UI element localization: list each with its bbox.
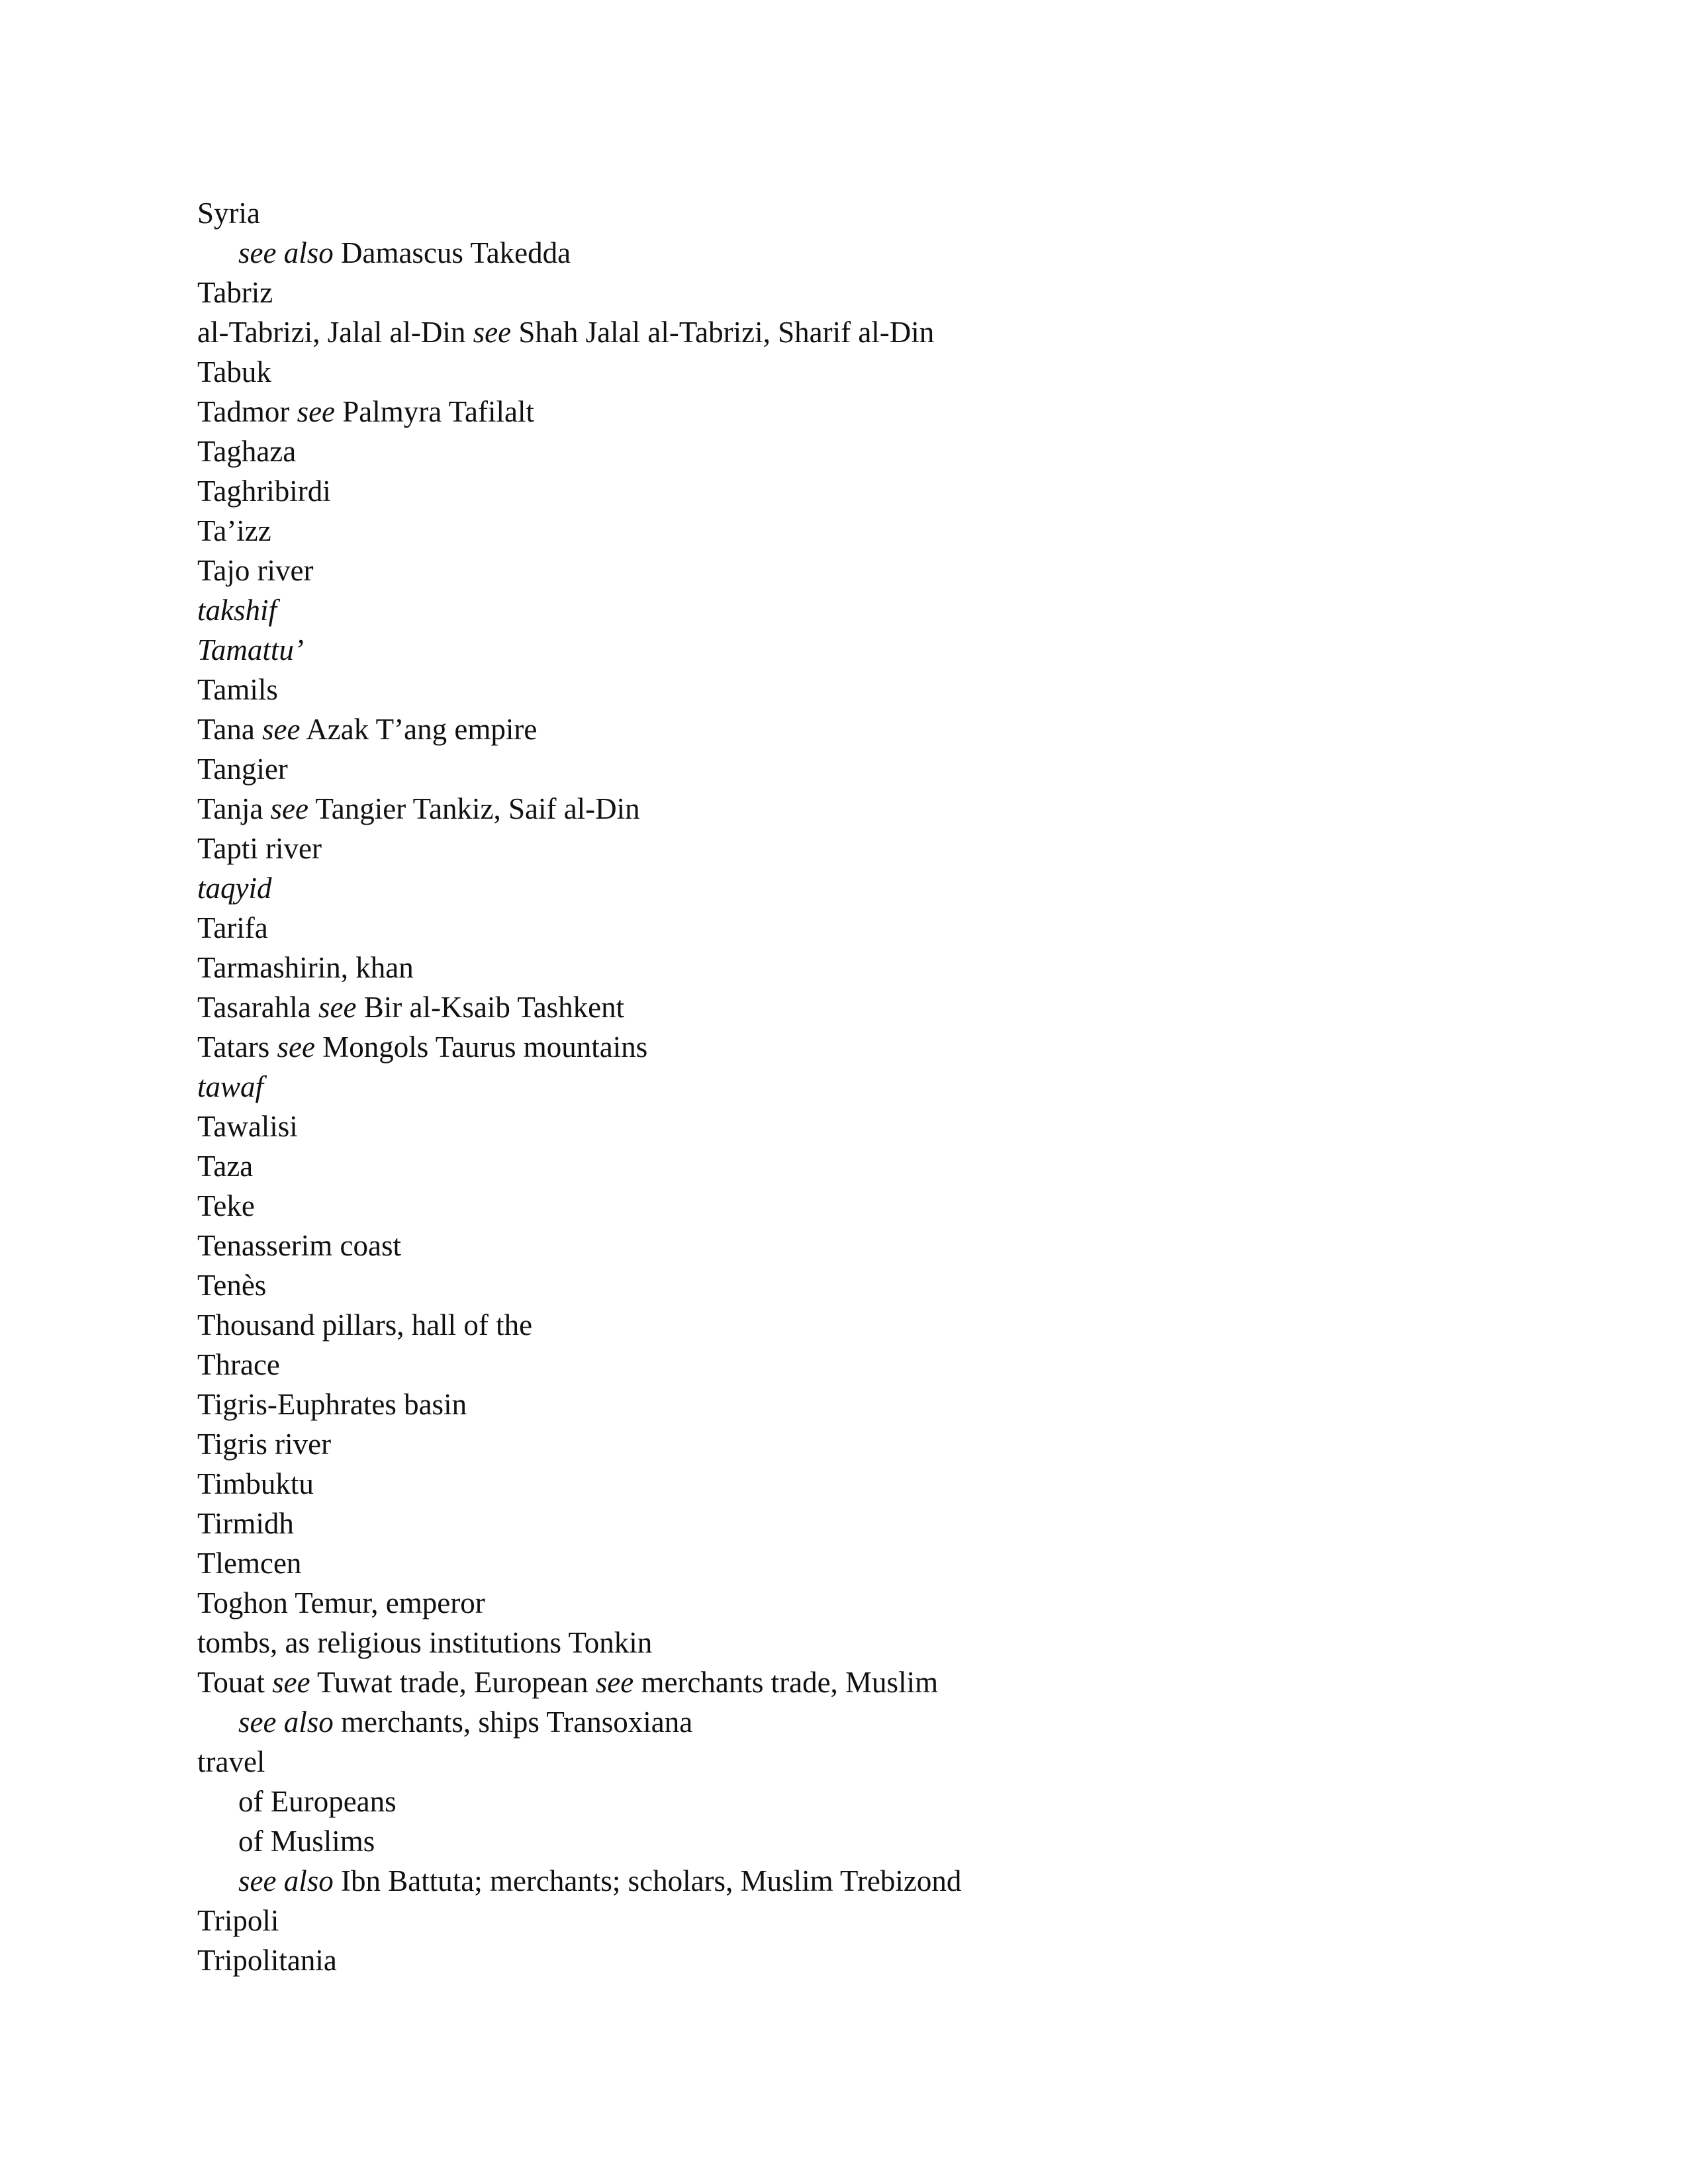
index-entry-text: Tenès: [197, 1269, 267, 1302]
index-entry-italic-text: see: [262, 713, 301, 746]
index-entry-text: Thousand pillars, hall of the: [197, 1308, 533, 1342]
index-entry: [197, 908, 1587, 948]
index-entry-text: al-Tabrizi, Jalal al-Din: [197, 316, 473, 349]
index-entry-text: Ibn Battuta; merchants; scholars, Muslim Trebizond: [333, 1864, 962, 1897]
index-subentry: [197, 1702, 1587, 1742]
index-entry: [197, 1186, 1587, 1226]
index-entry: [197, 432, 1587, 471]
index-entry-text: Syria: [197, 197, 260, 230]
index-page: [197, 193, 1587, 1980]
index-entry: [197, 630, 1587, 670]
index-entry-text: Tapti river: [197, 832, 322, 865]
index-entry-text: Tadmor: [197, 395, 297, 428]
index-entry: [197, 1107, 1587, 1146]
index-entry-italic-text: taqyid: [197, 872, 272, 905]
index-entry-text: Tabuk: [197, 355, 271, 388]
index-subentry: [197, 1821, 1587, 1861]
index-entry-italic-text: see: [473, 316, 512, 349]
index-entry: [197, 273, 1587, 312]
index-entry-text: merchants trade, Muslim: [633, 1666, 939, 1699]
index-entry: [197, 471, 1587, 511]
index-entry-text: Tigris-Euphrates basin: [197, 1388, 467, 1421]
index-entry-italic-text: see also: [238, 236, 334, 269]
index-entry: [197, 1464, 1587, 1504]
index-entry-text: Taghribirdi: [197, 475, 331, 508]
index-entry-text: Timbuktu: [197, 1467, 314, 1500]
index-entry-italic-text: see: [270, 792, 309, 825]
index-entry-text: Palmyra Tafilalt: [335, 395, 534, 428]
index-entry-italic-text: tawaf: [197, 1070, 264, 1103]
index-subentry: [197, 1861, 1587, 1901]
index-entry-text: of Europeans: [238, 1785, 397, 1818]
index-entry-text: Tigris river: [197, 1428, 332, 1461]
index-entry-text: Damascus Takedda: [333, 236, 571, 269]
index-entry-text: Tangier: [197, 752, 288, 786]
index-entry-text: Shah Jalal al-Tabrizi, Sharif al-Din: [511, 316, 935, 349]
index-entry: [197, 392, 1587, 432]
index-entry: [197, 193, 1587, 233]
index-entry-italic-text: takshif: [197, 594, 277, 627]
index-entry-italic-text: see also: [238, 1864, 334, 1897]
index-list: [197, 193, 1587, 1980]
index-entry-text: Tlemcen: [197, 1547, 302, 1580]
index-entry: [197, 709, 1587, 749]
index-entry: [197, 1543, 1587, 1583]
index-entry-text: Toghon Temur, emperor: [197, 1586, 485, 1619]
index-entry: [197, 352, 1587, 392]
index-entry-text: Tamils: [197, 673, 278, 706]
index-entry: [197, 670, 1587, 709]
index-entry-text: Tirmidh: [197, 1507, 294, 1540]
index-entry: [197, 511, 1587, 551]
index-entry: [197, 1345, 1587, 1385]
index-entry: [197, 1742, 1587, 1782]
index-entry: [197, 1623, 1587, 1662]
index-entry-text: Teke: [197, 1189, 255, 1222]
index-entry: [197, 312, 1587, 352]
index-entry: [197, 1504, 1587, 1543]
index-entry: [197, 1067, 1587, 1107]
index-entry-italic-text: see: [297, 395, 336, 428]
index-entry-text: of Muslims: [238, 1825, 375, 1858]
index-entry: [197, 1226, 1587, 1265]
index-entry-text: merchants, ships Transoxiana: [333, 1706, 693, 1739]
index-entry-text: Tana: [197, 713, 263, 746]
index-entry-text: Taghaza: [197, 435, 297, 468]
index-entry: [197, 1940, 1587, 1980]
index-entry-text: Tuwat trade, European: [310, 1666, 596, 1699]
index-entry: [197, 749, 1587, 789]
index-entry-italic-text: see also: [238, 1706, 334, 1739]
index-entry: [197, 1305, 1587, 1345]
index-entry: [197, 1583, 1587, 1623]
index-entry-text: Taza: [197, 1150, 254, 1183]
index-entry: [197, 829, 1587, 868]
index-entry: [197, 1662, 1587, 1702]
index-entry-italic-text: see: [277, 1030, 316, 1064]
index-entry-italic-text: see: [595, 1666, 634, 1699]
index-entry: [197, 1027, 1587, 1067]
index-entry-text: Touat: [197, 1666, 273, 1699]
index-entry-italic-text: Tamattu’: [197, 633, 304, 666]
index-entry-text: Tabriz: [197, 276, 273, 309]
index-entry-text: Tangier Tankiz, Saif al-Din: [308, 792, 640, 825]
index-entry: [197, 1265, 1587, 1305]
index-entry-text: Tajo river: [197, 554, 314, 587]
index-entry: [197, 1146, 1587, 1186]
index-entry-text: Tawalisi: [197, 1110, 298, 1143]
index-subentry: [197, 1782, 1587, 1821]
index-entry-text: Mongols Taurus mountains: [315, 1030, 648, 1064]
index-entry-text: Thrace: [197, 1348, 280, 1381]
index-entry: [197, 1901, 1587, 1940]
index-entry-text: Tanja: [197, 792, 271, 825]
index-entry-text: Tenasserim coast: [197, 1229, 401, 1262]
index-entry: [197, 1385, 1587, 1424]
index-entry-text: tombs, as religious institutions Tonkin: [197, 1626, 653, 1659]
index-entry-text: Bir al-Ksaib Tashkent: [356, 991, 625, 1024]
index-entry: [197, 1424, 1587, 1464]
index-entry: [197, 948, 1587, 987]
index-entry-text: travel: [197, 1745, 265, 1778]
index-entry-text: Tarmashirin, khan: [197, 951, 414, 984]
index-entry-text: Tripolitania: [197, 1944, 337, 1977]
index-entry: [197, 868, 1587, 908]
index-entry: [197, 590, 1587, 630]
index-entry: [197, 551, 1587, 590]
index-entry-italic-text: see: [318, 991, 357, 1024]
index-entry-text: Azak T’ang empire: [300, 713, 538, 746]
index-entry-text: Tatars: [197, 1030, 277, 1064]
index-entry: [197, 789, 1587, 829]
index-entry-text: Ta’izz: [197, 514, 271, 547]
index-entry-text: Tasarahla: [197, 991, 318, 1024]
index-entry-text: Tripoli: [197, 1904, 279, 1937]
index-entry: [197, 987, 1587, 1027]
index-entry-italic-text: see: [272, 1666, 310, 1699]
index-subentry: [197, 233, 1587, 273]
index-entry-text: Tarifa: [197, 911, 268, 944]
